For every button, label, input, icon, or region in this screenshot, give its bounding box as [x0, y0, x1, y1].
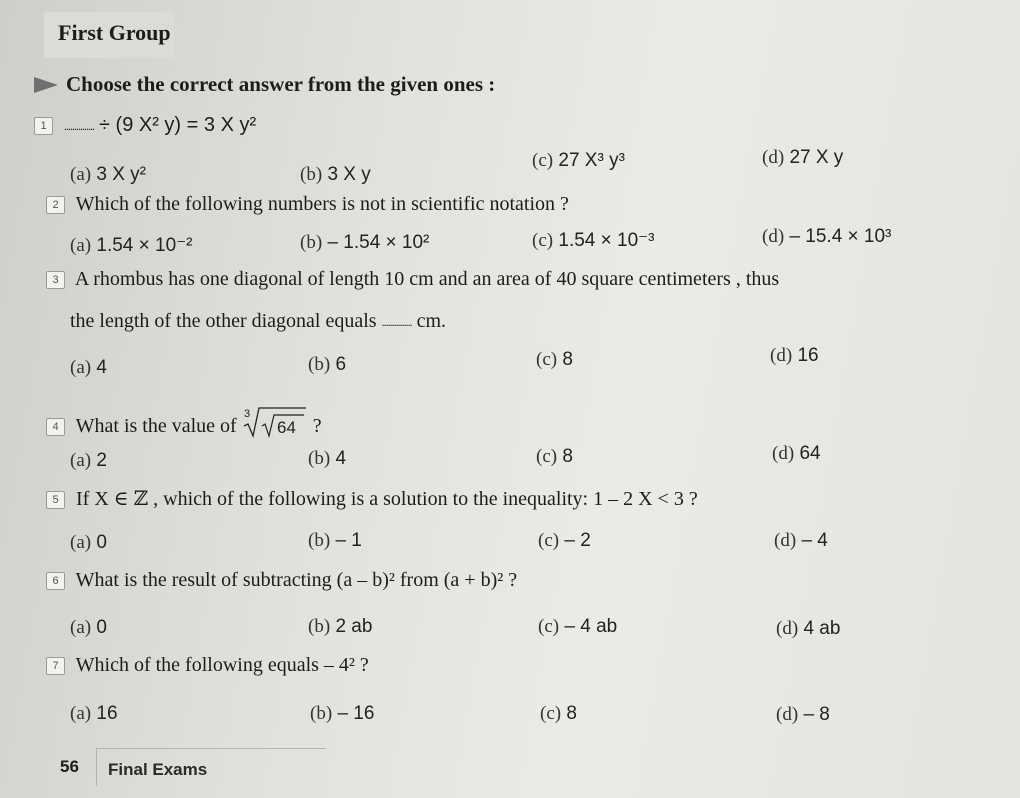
option-d[interactable]: [770, 345, 819, 367]
option-value: 8: [562, 349, 573, 370]
cube-root-expression: [242, 406, 308, 440]
option-d[interactable]: [774, 530, 828, 552]
option-b[interactable]: [300, 164, 371, 186]
option-a[interactable]: [70, 532, 107, 554]
question-text-end: ?: [312, 415, 322, 437]
option-value: 4: [335, 448, 347, 469]
question-text: ÷ (9 X² y) = 3 X y²: [99, 114, 257, 136]
option-c[interactable]: [536, 349, 573, 371]
page-title: First Group: [58, 20, 171, 45]
question-number: 4: [46, 418, 65, 436]
option-label: (d): [770, 345, 793, 366]
option-label: (a): [70, 357, 92, 378]
question-number: 2: [46, 196, 65, 214]
question-5: [46, 486, 698, 511]
question-number: 5: [46, 491, 65, 509]
option-d[interactable]: [762, 147, 843, 169]
option-label: (a): [70, 617, 92, 638]
question-text: Which of the following numbers is not in scientific notation ?: [75, 193, 569, 215]
option-value: 27 X y: [789, 147, 844, 168]
option-a[interactable]: [70, 450, 107, 472]
triangle-bullet-icon: [34, 77, 58, 93]
option-label: (c): [536, 349, 558, 370]
option-value: – 8: [803, 704, 830, 725]
footer-section-title: Final Exams: [108, 760, 208, 779]
footer-vertical-divider: [96, 748, 97, 786]
option-c[interactable]: [538, 530, 591, 552]
option-label: (d): [774, 530, 797, 551]
answer-blank: ...............: [64, 118, 94, 133]
instruction-text: Choose the correct answer from the given ones :: [66, 72, 496, 96]
option-a[interactable]: [70, 617, 107, 639]
option-label: (c): [540, 703, 562, 724]
question-3-line2: [70, 310, 446, 333]
option-b[interactable]: [300, 232, 429, 254]
option-label: (d): [776, 618, 799, 639]
option-value: 1.54 × 10⁻²: [96, 235, 193, 256]
question-text: If X ∈ ℤ , which of the following is a solution to the inequality: 1 – 2 X < 3 ?: [76, 488, 698, 510]
option-label: (c): [538, 616, 560, 637]
option-label: (b): [308, 354, 331, 375]
question-number: 1: [34, 117, 53, 135]
option-value: – 4 ab: [564, 616, 618, 637]
option-value: 64: [799, 443, 821, 464]
root-value: 64: [276, 418, 296, 437]
option-c[interactable]: [532, 229, 655, 252]
instruction: [34, 72, 495, 97]
question-text: Which of the following equals – 4² ?: [75, 654, 369, 676]
option-value: 4 ab: [803, 618, 841, 639]
option-label: (b): [308, 530, 331, 551]
page-number: 56: [60, 757, 79, 776]
option-label: (c): [538, 530, 560, 551]
option-value: 3 X y: [327, 164, 371, 185]
option-a[interactable]: [70, 164, 146, 186]
option-label: (d): [772, 443, 795, 464]
option-value: – 4: [801, 530, 828, 551]
option-b[interactable]: [308, 448, 346, 470]
option-label: (b): [308, 616, 331, 637]
question-number: 6: [46, 572, 65, 590]
option-d[interactable]: [776, 618, 840, 640]
option-label: (c): [532, 150, 554, 171]
question-1: [34, 114, 256, 137]
option-label: (a): [70, 703, 92, 724]
question-2: [46, 193, 569, 216]
option-d[interactable]: [762, 226, 891, 248]
root-index: 3: [243, 408, 250, 420]
option-label: (b): [310, 703, 333, 724]
option-b[interactable]: [310, 703, 374, 725]
option-value: 0: [96, 532, 107, 553]
question-text-line1: A rhombus has one diagonal of length 10 cm and an area of 40 square centimeters , thus: [74, 268, 780, 290]
option-value: 2 ab: [335, 616, 373, 637]
option-value: 3 X y²: [96, 164, 146, 185]
question-7: [46, 654, 369, 677]
option-value: – 1.54 × 10²: [327, 232, 430, 253]
question-text: What is the value of: [75, 415, 237, 437]
option-b[interactable]: [308, 530, 362, 552]
option-a[interactable]: [70, 703, 118, 725]
footer-divider: [96, 748, 326, 749]
option-value: 16: [96, 703, 118, 724]
option-c[interactable]: [540, 703, 577, 725]
option-value: 4: [96, 357, 107, 378]
option-value: – 15.4 × 10³: [789, 226, 892, 247]
option-label: (a): [70, 235, 92, 256]
option-c[interactable]: [532, 150, 625, 172]
question-text-line2: the length of the other diagonal equals: [70, 310, 377, 332]
option-label: (d): [776, 704, 799, 725]
option-value: 6: [335, 354, 347, 375]
option-label: (a): [70, 164, 92, 185]
option-value: 2: [96, 450, 107, 471]
option-a[interactable]: [70, 357, 107, 379]
option-value: 0: [96, 617, 107, 638]
radical-sign-icon: [242, 406, 308, 440]
question-text: What is the result of subtracting (a – b)² from (a + b)² ?: [75, 569, 518, 591]
option-value: – 16: [337, 703, 375, 724]
option-a[interactable]: [70, 234, 193, 257]
option-label: (a): [70, 450, 92, 471]
option-label: (b): [300, 232, 323, 253]
option-value: 8: [566, 703, 577, 724]
option-label: (d): [762, 147, 785, 168]
option-b[interactable]: [308, 354, 346, 376]
question-4: [46, 406, 322, 440]
option-d[interactable]: [776, 704, 830, 726]
option-c[interactable]: [538, 616, 617, 638]
option-value: 8: [562, 446, 573, 467]
question-number: 7: [46, 657, 65, 675]
option-label: (a): [70, 532, 92, 553]
option-label: (c): [536, 446, 558, 467]
option-b[interactable]: [308, 616, 372, 638]
question-3: [46, 268, 779, 291]
option-value: 1.54 × 10⁻³: [558, 230, 655, 251]
question-6: [46, 569, 517, 592]
option-label: (b): [300, 164, 323, 185]
answer-blank: ...............: [381, 314, 412, 329]
option-value: 27 X³ y³: [558, 150, 625, 171]
option-c[interactable]: [536, 446, 573, 468]
option-d[interactable]: [772, 443, 821, 465]
question-text-end: cm.: [416, 310, 447, 332]
option-value: – 2: [564, 530, 591, 551]
option-label: (b): [308, 448, 331, 469]
option-value: – 1: [335, 530, 362, 551]
option-label: (d): [762, 226, 785, 247]
option-value: 16: [797, 345, 819, 366]
question-number: 3: [46, 271, 65, 289]
option-label: (c): [532, 230, 554, 251]
